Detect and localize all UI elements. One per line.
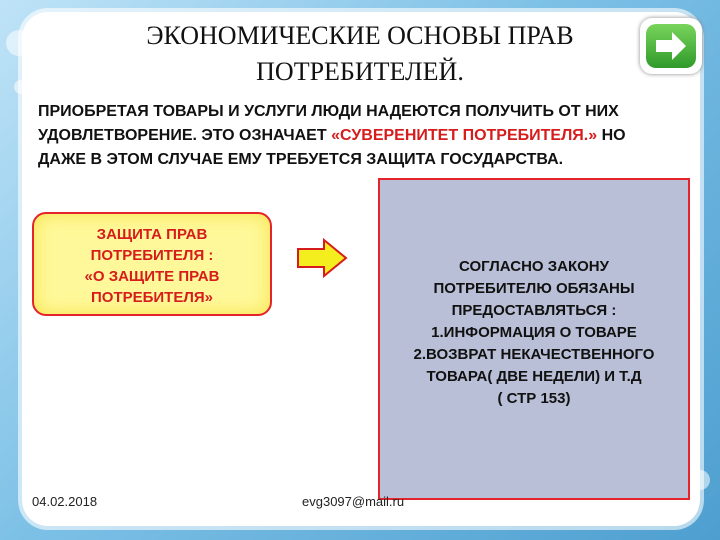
intro-text-2: НО ДАЖЕ В ЭТОМ СЛУЧАЕ ЕМУ ТРЕБУЕТСЯ ЗАЩИТА ГОСУДАРСТВА. [38,127,626,168]
title-line-1: ЭКОНОМИЧЕСКИЕ ОСНОВЫ ПРАВ [146,21,574,50]
intro-text-1: ПРИОБРЕТАЯ ТОВАРЫ И УСЛУГИ ЛЮДИ НАДЕЮТСЯ ПОЛУЧИТЬ ОТ НИХ УДОВЛЕТВОРЕНИЕ. ЭТО ОЗНАЧАЕТ [38,103,619,144]
left-box-line: «О ЗАЩИТЕ ПРАВ [84,268,220,285]
left-box-line: ПОТРЕБИТЕЛЯ : [90,247,214,264]
arrow-right-icon [646,24,696,68]
next-slide-button[interactable] [640,18,702,74]
consumer-rights-box [32,212,272,316]
footer-date: 04.02.2018 [32,494,98,509]
next-button-face [646,24,696,68]
right-box-line: 2.ВОЗВРАТ НЕКАЧЕСТВЕННОГО [413,346,655,363]
flow-arrow-icon [296,238,348,278]
intro-paragraph [38,100,678,172]
intro-highlight: «СУВЕРЕНИТЕТ ПОТРЕБИТЕЛЯ.» [331,127,598,144]
right-box-line: СОГЛАСНО ЗАКОНУ [459,258,609,275]
slide-title [70,18,650,90]
footer-email: evg3097@mail.ru [302,494,405,509]
right-box-line: ПРЕДОСТАВЛЯТЬСЯ : [451,302,617,319]
law-provisions-box [378,178,690,500]
title-line-2: ПОТРЕБИТЕЛЕЙ. [256,57,464,86]
left-box-line: ПОТРЕБИТЕЛЯ» [91,289,213,306]
right-box-line: ТОВАРА( ДВЕ НЕДЕЛИ) И Т.Д [426,368,642,385]
right-box-line: ( СТР 153) [497,390,571,407]
left-box-line: ЗАЩИТА ПРАВ [96,226,208,243]
right-box-line: 1.ИНФОРМАЦИЯ О ТОВАРЕ [431,324,637,341]
right-box-line: ПОТРЕБИТЕЛЮ ОБЯЗАНЫ [433,280,635,297]
